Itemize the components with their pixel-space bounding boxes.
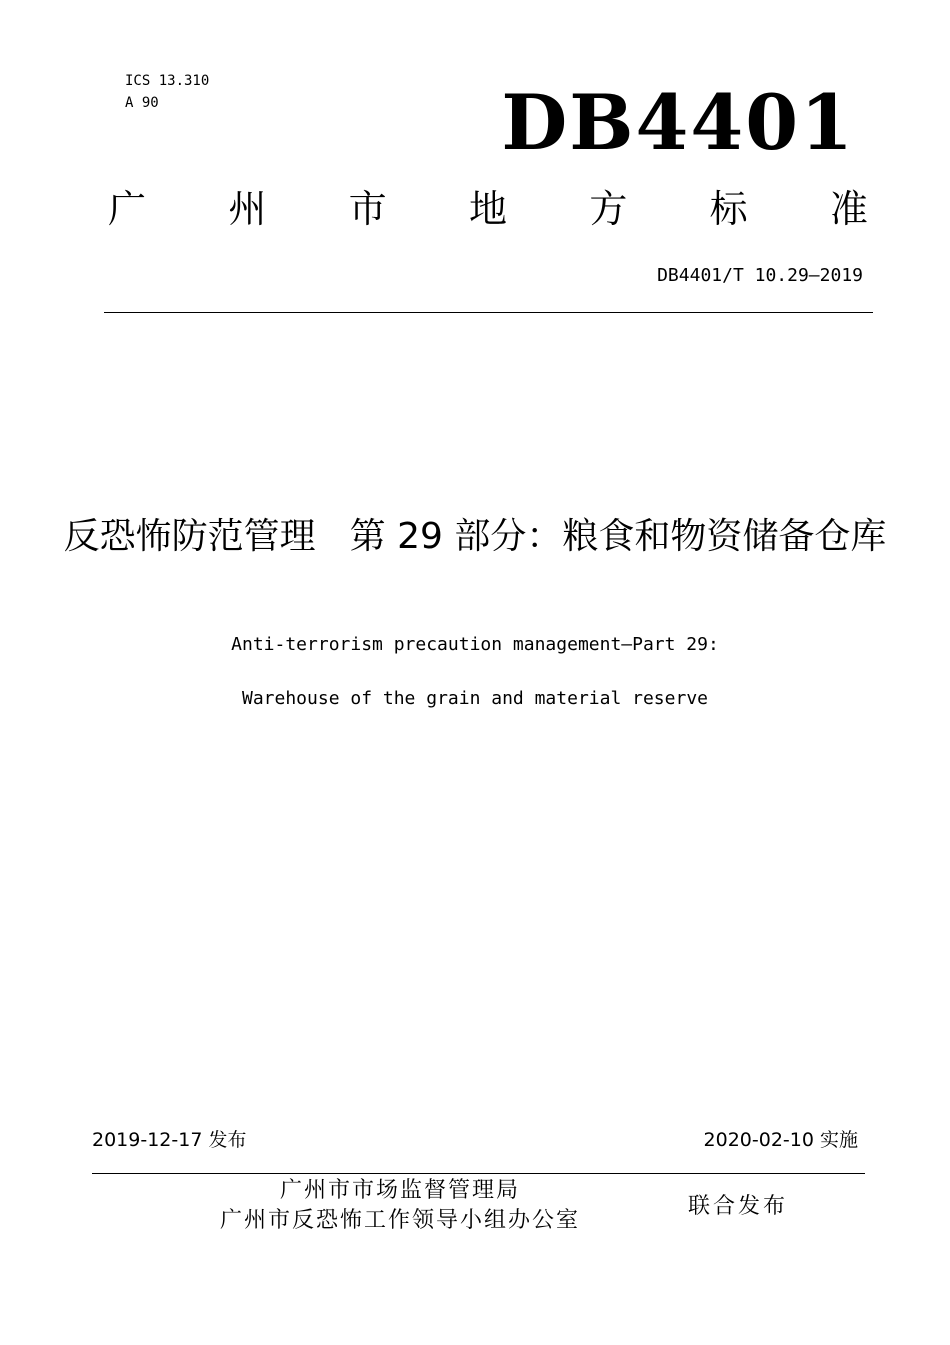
ccs-code: A 90: [125, 95, 159, 111]
title-cn-part1: 反恐怖防范管理: [63, 516, 316, 557]
standard-type-char: 广: [108, 187, 147, 231]
ics-code: ICS 13.310: [125, 73, 210, 89]
standard-type-heading: [108, 184, 868, 234]
issuing-organizations: [150, 1176, 650, 1236]
title-cn-part2: 第 29 部分：粮食和物资储备仓库: [349, 516, 887, 557]
issuer-antiterrorism-office: 广州市反恐怖工作领导小组办公室: [219, 1208, 580, 1233]
standard-type-char: 州: [228, 187, 267, 231]
standard-type-char: 方: [589, 187, 628, 231]
standard-number: DB4401/T 10.29—2019: [657, 265, 863, 286]
issuer-market-regulation: 广州市市场监督管理局: [279, 1178, 520, 1203]
standard-type-char: 市: [348, 187, 387, 231]
document-title-en-line1: Anti-terrorism precaution management—Part 29:: [231, 634, 719, 655]
standard-type-char: 准: [829, 187, 868, 231]
classification-codes: [125, 70, 209, 114]
standard-code: DB4401: [501, 78, 855, 167]
joint-release-label: 联合发布: [688, 1194, 789, 1219]
top-divider: [104, 312, 873, 313]
implementation-date: 2020-02-10 实施: [703, 1129, 858, 1151]
standard-type-char: 地: [468, 187, 507, 231]
issue-date: 2019-12-17 发布: [92, 1129, 247, 1151]
document-title-en-line2: Warehouse of the grain and material reserve: [242, 688, 708, 709]
bottom-divider: [92, 1173, 865, 1174]
standard-type-char: 标: [709, 187, 748, 231]
document-title-cn: [60, 510, 890, 564]
